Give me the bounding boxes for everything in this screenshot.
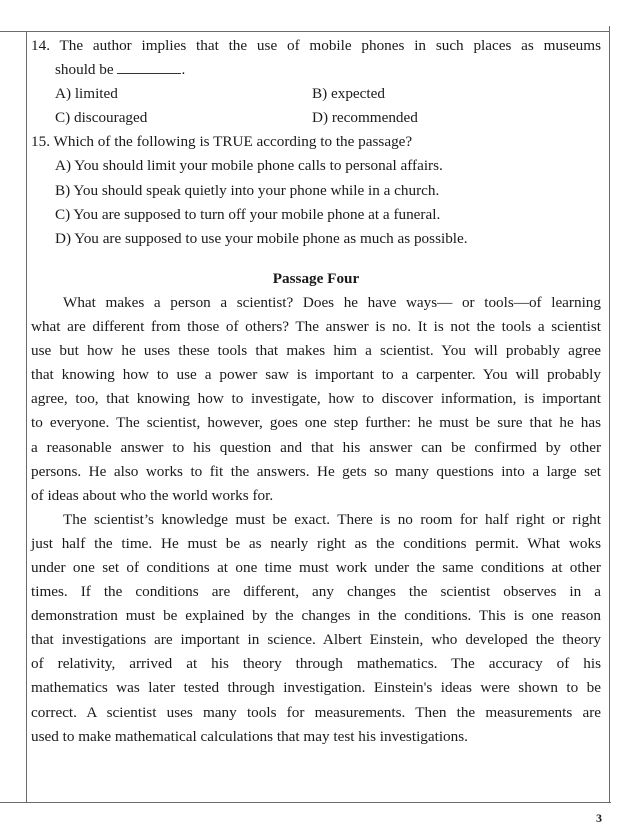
frame-bottom-border xyxy=(0,802,611,803)
paragraph-line: What makes a person a scientist? Does he have ways— or tools—of learning xyxy=(63,293,601,311)
paragraph-line: persons. He also works to fit the answers. He gets so many questions into a large set xyxy=(31,462,601,480)
question-14-stem-line1: 14. The author implies that the use of mobile phones in such places as museums xyxy=(31,37,602,54)
options-row xyxy=(31,82,601,106)
answer-blank xyxy=(117,61,181,74)
option-a: A) limited xyxy=(55,85,118,103)
question-15-stem: 15. Which of the following is TRUE according to the passage? xyxy=(31,133,413,151)
option-d: D) You are supposed to use your mobile phone as much as possible. xyxy=(55,229,468,247)
option-b: B) expected xyxy=(312,85,385,103)
question-number: 15. xyxy=(31,133,50,151)
passage-paragraph-1 xyxy=(31,291,601,508)
passage-title: Passage Four xyxy=(272,269,360,287)
paragraph-line: that investigations are important in science. Albert Einstein, who developed the theory xyxy=(31,631,601,649)
paragraph-line: correct. A scientist uses many tools for measurements. Then the measurements are xyxy=(31,703,601,721)
paragraph-line: demonstration must be explained by the changes in the conditions. This is one reason xyxy=(31,607,601,625)
paragraph-line: The scientist’s knowledge must be exact. There is no room for half right or right xyxy=(63,510,601,528)
paragraph-line: mathematics was later tested through investigation. Einstein's ideas were shown to be xyxy=(31,679,601,697)
passage-paragraph-2 xyxy=(31,508,601,749)
paragraph-line: agree, too, that knowing how to investigate, how to discover information, is important xyxy=(31,390,601,408)
paragraph-line: under one set of conditions at one time must work under the same conditions at other xyxy=(31,558,601,576)
paragraph-line: what are different from those of others? The answer is no. It is not the tools a scientist xyxy=(31,318,601,336)
paragraph-line: a reasonable answer to his question and that his answer can be confirmed by other xyxy=(31,438,601,456)
options-row xyxy=(31,106,601,130)
frame-left-divider xyxy=(26,31,27,803)
paragraph-line: that knowing how to use a power saw is important to a carpenter. You will probably xyxy=(31,366,601,384)
page-content xyxy=(31,34,601,749)
question-14 xyxy=(31,34,601,130)
paragraph-line: to everyone. The scientist, however, goes one step further: he must be sure that he has xyxy=(31,414,601,432)
paragraph-line: of ideas about who the world works for. xyxy=(31,486,274,504)
question-15 xyxy=(31,130,601,250)
paragraph-line: use but how he uses these tools that makes him a scientist. You will probably agree xyxy=(31,342,601,360)
option-c: C) discouraged xyxy=(55,109,148,127)
option-a: A) You should limit your mobile phone calls to personal affairs. xyxy=(55,157,443,175)
paragraph-line: just half the time. He must be as nearly right as the conditions permit. What woks xyxy=(31,534,601,552)
frame-right-border xyxy=(609,26,610,803)
page-number: 3 xyxy=(596,811,602,825)
option-c: C) You are supposed to turn off your mobile phone at a funeral. xyxy=(55,205,441,223)
option-b: B) You should speak quietly into your phone while in a church. xyxy=(55,181,440,199)
option-d: D) recommended xyxy=(312,109,418,127)
paragraph-line: of relativity, arrived at his theory through mathematics. The accuracy of his xyxy=(31,655,601,673)
question-number: 14. xyxy=(31,37,50,54)
paragraph-line: used to make mathematical calculations that may test his investigations. xyxy=(31,727,468,745)
frame-top-border xyxy=(0,31,610,32)
paragraph-line: times. If the conditions are different, any changes the scientist observes in a xyxy=(31,583,601,601)
question-14-stem-line2: should be . xyxy=(55,61,186,79)
